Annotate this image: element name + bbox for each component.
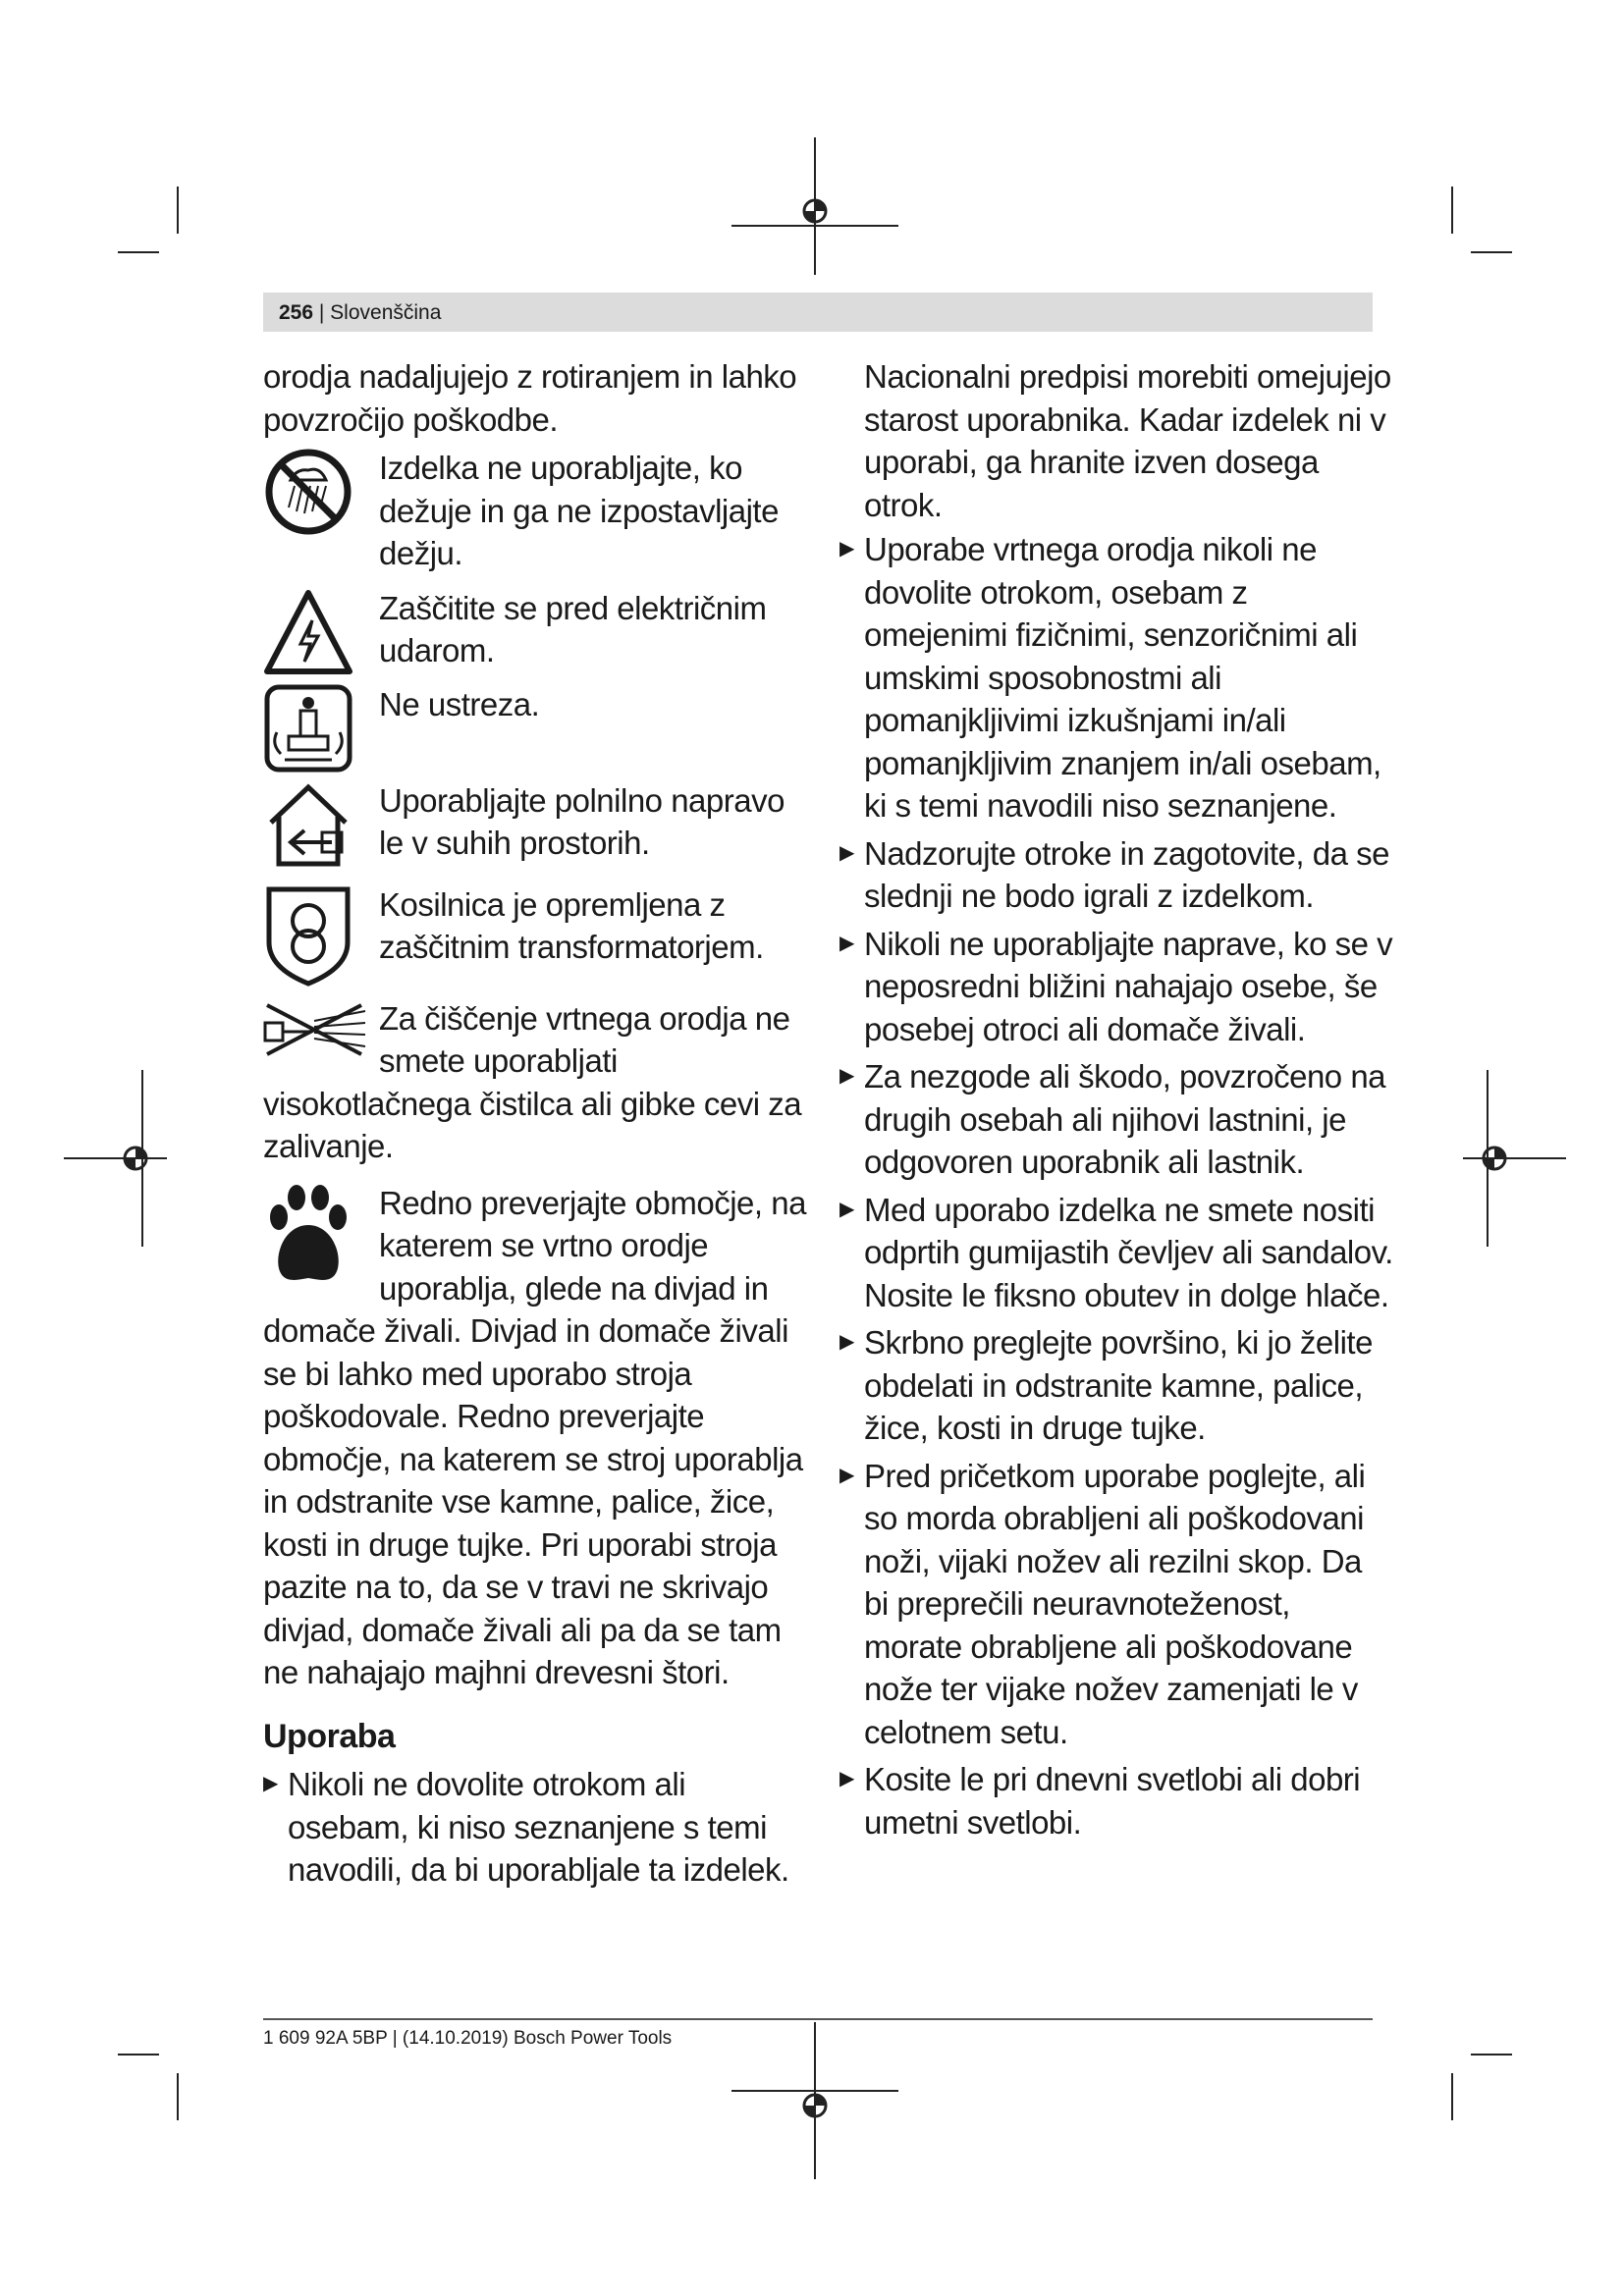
bullet-triangle-icon: ▶ bbox=[839, 1464, 854, 1486]
symbol-text: Redno preverjajte območje, na katerem se vrtno orodje uporablja, glede na divjad in bbox=[379, 1184, 806, 1307]
safety-transformer-icon bbox=[263, 883, 353, 988]
symbol-row bbox=[263, 883, 813, 988]
page-number: 256 bbox=[279, 301, 314, 324]
paragraph: visokotlačnega čistilca ali gibke cevi za zalivanje. bbox=[263, 1085, 802, 1164]
footer-rule bbox=[263, 2018, 1373, 2020]
bullet-item bbox=[839, 1758, 1394, 1843]
no-rain-icon bbox=[263, 447, 353, 537]
symbol-text: Zaščitite se pred električnim udarom. bbox=[379, 589, 767, 668]
page-footer: 1 609 92A 5BP | (14.10.2019) Bosch Power Tools bbox=[263, 2028, 673, 2049]
symbol-text: Izdelka ne uporabljajte, ko dežuje in ga ne izpostavljajte dežju. bbox=[379, 450, 779, 571]
cleaning-warning bbox=[263, 997, 813, 1168]
registration-mark-icon bbox=[727, 2022, 903, 2179]
bullet-item bbox=[839, 1189, 1394, 1317]
bullet-text: Skrbno preglejte površino, ki jo želite obdelati in odstranite kamne, palice, žice, kosti in druge tujke. bbox=[864, 1324, 1373, 1446]
right-column bbox=[839, 355, 1394, 1843]
registration-mark-icon bbox=[727, 137, 903, 275]
paragraph: Nacionalni predpisi morebiti omejujejo starost uporabnika. Kadar izdelek ni v uporabi, ga hranite izven dosega otrok. bbox=[864, 358, 1391, 523]
bullet-text: Kosite le pri dnevni svetlobi ali dobri umetni svetlobi. bbox=[864, 1761, 1361, 1841]
page-header: 256 | Slovenščina bbox=[263, 293, 1373, 332]
left-column bbox=[263, 355, 813, 1892]
not-suitable-icon bbox=[263, 683, 353, 774]
bullet-text: Za nezgode ali škodo, povzročeno na drugih osebah ali njihovi lastnini, je odgovoren uporabnik ali lastnik. bbox=[864, 1058, 1386, 1180]
paragraph: orodja nadaljujejo z rotiranjem in lahko povzročijo poškodbe. bbox=[263, 358, 797, 438]
bullet-triangle-icon: ▶ bbox=[263, 1773, 278, 1794]
bullet-item bbox=[839, 832, 1394, 918]
bullet-text: Med uporabo izdelka ne smete nositi odprtih gumijastih čevljev ali sandalov. Nosite le fiksno obutev in dolge hlače. bbox=[864, 1191, 1393, 1313]
bullet-triangle-icon: ▶ bbox=[839, 932, 854, 954]
bullet-item bbox=[839, 1055, 1394, 1184]
bullet-item bbox=[839, 1455, 1394, 1754]
bullet-triangle-icon: ▶ bbox=[839, 1331, 854, 1353]
bullet-text: Nikoli ne uporabljajte naprave, ko se v neposredni bližini nahajajo osebe, še posebej otroci ali domače živali. bbox=[864, 925, 1393, 1047]
crop-mark bbox=[1451, 2073, 1453, 2120]
symbol-row bbox=[263, 1182, 813, 1310]
crop-mark bbox=[177, 2073, 179, 2120]
bullet-item bbox=[263, 1763, 813, 1892]
symbol-row bbox=[263, 587, 813, 677]
bullet-text: Pred pričetkom uporabe poglejte, ali so morda obrabljeni ali poškodovani noži, vijaki nožev ali rezilni skop. Da bi preprečili neuravnoteženost, morate obrabljene ali poškodovane nože ter vijake nožev zamenjati le v celotnem setu. bbox=[864, 1457, 1366, 1750]
bullet-triangle-icon: ▶ bbox=[839, 841, 854, 864]
symbol-text: Uporabljajte polnilno napravo le v suhih prostorih. bbox=[379, 781, 785, 861]
bullet-item bbox=[839, 528, 1394, 828]
bullet-triangle-icon: ▶ bbox=[839, 538, 854, 560]
symbol-row bbox=[263, 779, 813, 870]
crop-mark bbox=[177, 187, 179, 234]
indoor-use-icon bbox=[263, 779, 353, 870]
section-heading: Uporaba bbox=[263, 1717, 396, 1755]
symbol-row bbox=[263, 447, 813, 575]
electric-shock-icon bbox=[263, 587, 353, 677]
symbol-text: Kosilnica je opremljena z zaščitnim transformatorjem. bbox=[379, 885, 764, 965]
registration-mark-icon bbox=[1463, 1070, 1571, 1247]
section-language: Slovenščina bbox=[330, 301, 442, 324]
crop-mark bbox=[118, 251, 159, 253]
bullet-text: Nadzorujte otroke in zagotovite, da se slednji ne bodo igrali z izdelkom. bbox=[864, 834, 1389, 914]
crop-mark bbox=[1471, 251, 1512, 253]
bullet-triangle-icon: ▶ bbox=[839, 1198, 854, 1220]
paw-print-icon bbox=[263, 1182, 353, 1290]
bullet-item bbox=[839, 923, 1394, 1051]
crop-mark bbox=[118, 2054, 159, 2056]
crop-mark bbox=[1451, 187, 1453, 234]
symbol-row bbox=[263, 683, 813, 774]
bullet-text: Nikoli ne dovolite otrokom ali osebam, ki niso seznanjene s temi navodili, da bi uporabljale ta izdelek. bbox=[288, 1766, 789, 1888]
bullet-triangle-icon: ▶ bbox=[839, 1065, 854, 1087]
registration-mark-icon bbox=[59, 1070, 167, 1247]
no-pressure-washer-icon bbox=[263, 1001, 369, 1058]
symbol-text: Ne ustreza. bbox=[379, 685, 540, 722]
paragraph: Za čiščenje vrtnega orodja ne smete uporabljati bbox=[379, 999, 790, 1079]
bullet-text: Uporabe vrtnega orodja nikoli ne dovolite otrokom, osebam z omejenimi fizičnimi, senzoričnimi ali umskimi sposobnostmi ali pomanjkljivimi izkušnjami in/ali pomanjkljivim znanjem in/ali osebam, ki s temi navodili niso seznanjene. bbox=[864, 531, 1381, 824]
bullet-triangle-icon: ▶ bbox=[839, 1768, 854, 1789]
crop-mark bbox=[1471, 2054, 1512, 2056]
paragraph: domače živali. Divjad in domače živali se bi lahko med uporabo stroja poškodovale. Redno preverjajte območje, na katerem se stroj uporablja in odstranite vse kamne, palice, žice, kosti in druge tujke. Pri uporabi stroja pazite na to, da se v travi ne skrivajo divjad, domače živali ali pa da se tam ne nahajajo majhni drevesni štori. bbox=[263, 1312, 803, 1690]
bullet-item bbox=[839, 1321, 1394, 1450]
